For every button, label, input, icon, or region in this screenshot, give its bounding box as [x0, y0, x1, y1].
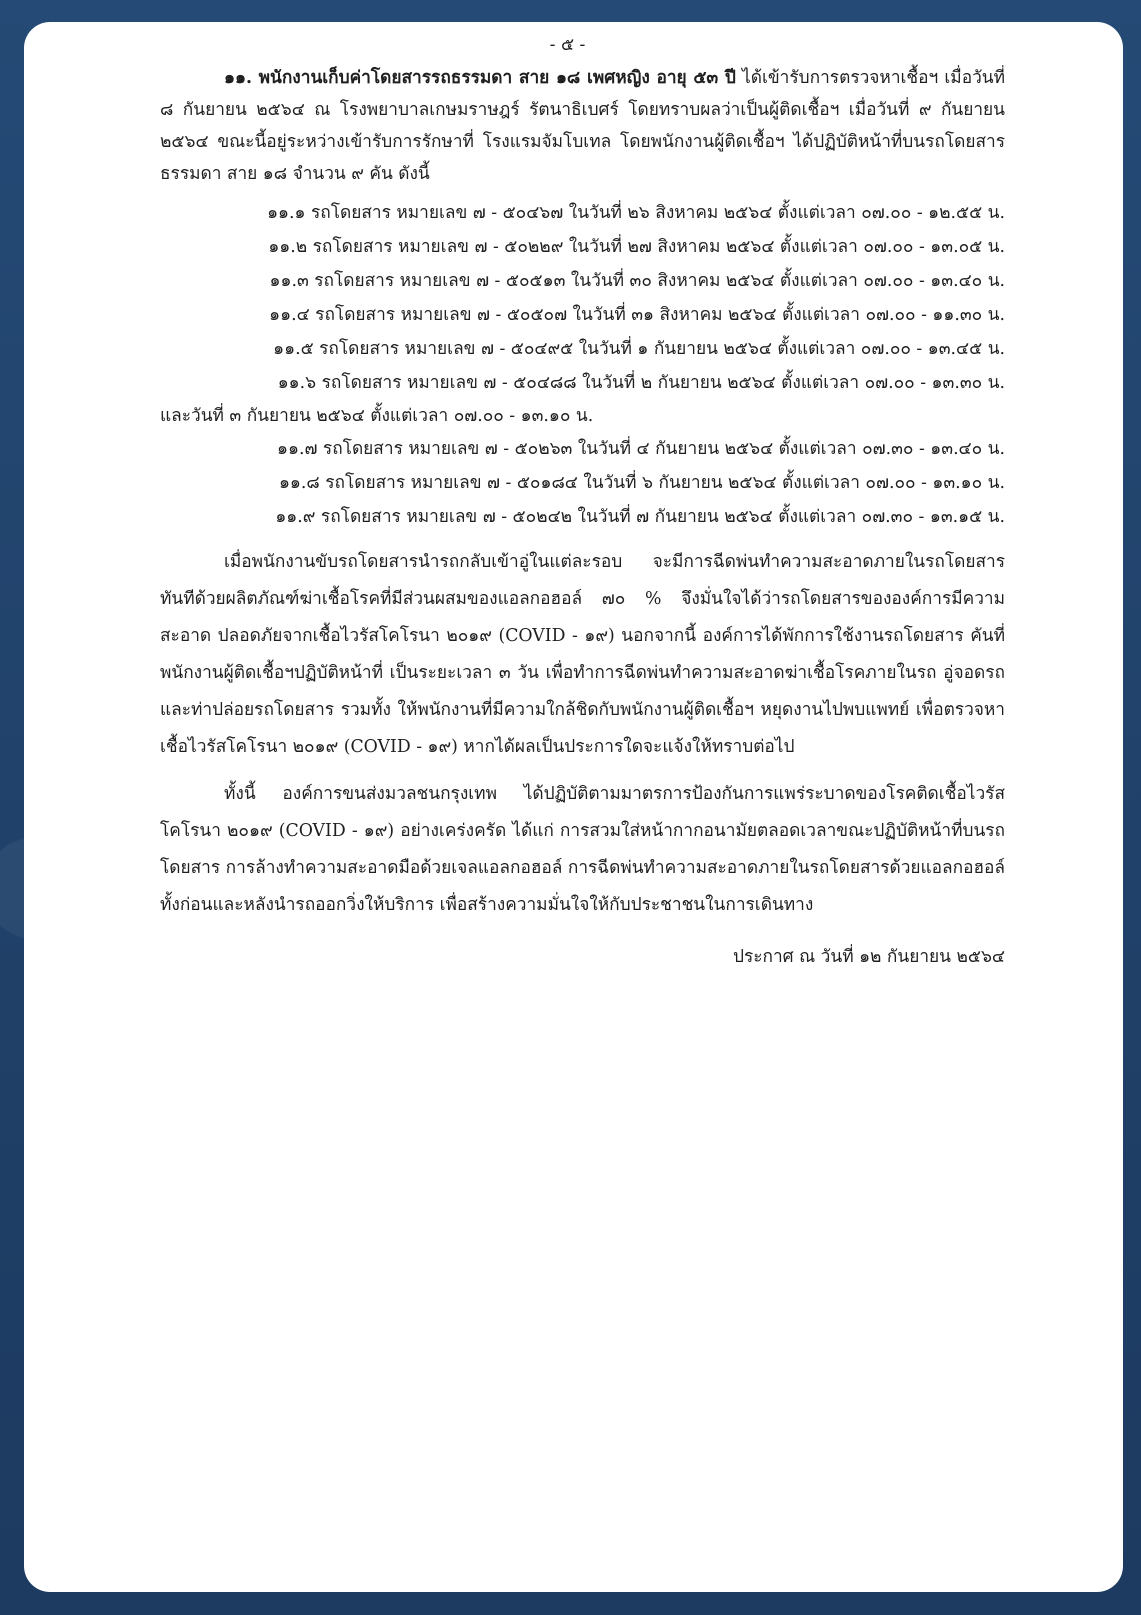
item-11-body: ได้เข้ารับการตรวจหาเชื้อฯ เมื่อวันที่ ๘ กันยายน ๒๕๖๔ ณ โรงพยาบาลเกษมราษฎร์ รัตนาธิเบศร์ โดยทราบผลว่าเป็นผู้ติดเชื้อฯ เมื่อวันที่ ๙ กันยายน ๒๕๖๔ ขณะนี้อยู่ระหว่างเข้ารับการรักษาที่ โรงแรมจัมโบเทล โดยพนักงานผู้ติดเชื้อฯ ได้ปฏิบัติหน้าที่บนรถโดยสารธรรมดา สาย ๑๘ จำนวน ๙ คัน ดังนี้ [160, 68, 1005, 184]
trip-item: ๑๑.๙ รถโดยสาร หมายเลข ๗ - ๕๐๒๔๒ ในวันที่ ๗ กันยายน ๒๕๖๔ ตั้งแต่เวลา ๐๗.๓๐ - ๑๓.๑๕ น. [275, 507, 1005, 527]
trip-list-a [160, 196, 1005, 400]
measures-paragraph: ทั้งนี้ องค์การขนส่งมวลชนกรุงเทพ ได้ปฏิบัติตามมาตรการป้องกันการแพร่ระบาดของโรคติดเชื้อไวรัสโคโรนา ๒๐๑๙ (COVID - ๑๙) อย่างเคร่งครัด ได้แก่ การสวมใส่หน้ากากอนามัยตลอดเวลาขณะปฏิบัติหน้าที่บนรถโดยสาร การล้างทำความสะอาดมือด้วยเจลแอลกอฮอล์ การฉีดพ่นทำความสะอาดภายในรถโดยสารด้วยแอลกอฮอล์ ทั้งก่อนและหลังนำรถออกวิ่งให้บริการ เพื่อสร้างความมั่นใจให้กับประชาชนในการเดินทาง [160, 784, 1005, 915]
page-number: - ๕ - [549, 35, 586, 55]
trip-item: ๑๑.๘ รถโดยสาร หมายเลข ๗ - ๕๐๑๘๔ ในวันที่ ๖ กันยายน ๒๕๖๔ ตั้งแต่เวลา ๐๗.๐๐ - ๑๓.๑๐ น. [278, 473, 1005, 493]
trip-item: ๑๑.๔ รถโดยสาร หมายเลข ๗ - ๕๐๕๐๗ ในวันที่ ๓๑ สิงหาคม ๒๕๖๔ ตั้งแต่เวลา ๐๗.๐๐ - ๑๑.๓๐ น. [269, 305, 1005, 325]
trip-item: ๑๑.๓ รถโดยสาร หมายเลข ๗ - ๕๐๕๑๓ ในวันที่ ๓๐ สิงหาคม ๒๕๖๔ ตั้งแต่เวลา ๐๗.๐๐ - ๑๓.๔๐ น. [269, 271, 1005, 291]
trip-list-b [160, 432, 1005, 534]
item-11-heading: ๑๑. พนักงานเก็บค่าโดยสารรถธรรมดา สาย ๑๘ เพศหญิง อายุ ๕๓ ปี [224, 68, 736, 88]
trip-item: ๑๑.๑ รถโดยสาร หมายเลข ๗ - ๕๐๔๖๗ ในวันที่ ๒๖ สิงหาคม ๒๕๖๔ ตั้งแต่เวลา ๐๗.๐๐ - ๑๒.๕๕ น. [267, 203, 1005, 223]
cleaning-paragraph: เมื่อพนักงานขับรถโดยสารนำรถกลับเข้าอู่ในแต่ละรอบ จะมีการฉีดพ่นทำความสะอาดภายในรถโดยสารทันทีด้วยผลิตภัณฑ์ฆ่าเชื้อโรคที่มีส่วนผสมของแอลกอฮอล์ ๗๐ % จึงมั่นใจได้ว่ารถโดยสารขององค์การมีความสะอาด ปลอดภัยจากเชื้อไวรัสโคโรนา ๒๐๑๙ (COVID - ๑๙) นอกจากนี้ องค์การได้พักการใช้งานรถโดยสาร คันที่พนักงานผู้ติดเชื้อฯปฏิบัติหน้าที่ เป็นระยะเวลา ๓ วัน เพื่อทำการฉีดพ่นทำความสะอาดฆ่าเชื้อโรคภายในรถ อู่จอดรถ และท่าปล่อยรถโดยสาร รวมทั้ง ให้พนักงานที่มีความใกล้ชิดกับพนักงานผู้ติดเชื้อฯ หยุดงานไปพบแพทย์ เพื่อตรวจหาเชื้อไวรัสโคโรนา ๒๐๑๙ (COVID - ๑๙) หากได้ผลเป็นประการใดจะแจ้งให้ทราบต่อไป [160, 552, 1005, 757]
trip-item: ๑๑.๖ รถโดยสาร หมายเลข ๗ - ๕๐๔๘๘ ในวันที่ ๒ กันยายน ๒๕๖๔ ตั้งแต่เวลา ๐๗.๐๐ - ๑๓.๓๐ น. [277, 373, 1005, 393]
trip-item: ๑๑.๕ รถโดยสาร หมายเลข ๗ - ๕๐๔๙๕ ในวันที่ ๑ กันยายน ๒๕๖๔ ตั้งแต่เวลา ๐๗.๐๐ - ๑๓.๔๕ น. [273, 339, 1005, 359]
announcement-date: ประกาศ ณ วันที่ ๑๒ กันยายน ๒๕๖๔ [732, 947, 1005, 967]
trip-continuation: และวันที่ ๓ กันยายน ๒๕๖๔ ตั้งแต่เวลา ๐๗.๐๐ - ๑๓.๑๐ น. [160, 406, 594, 426]
trip-item: ๑๑.๒ รถโดยสาร หมายเลข ๗ - ๕๐๒๒๙ ในวันที่ ๒๗ สิงหาคม ๒๕๖๔ ตั้งแต่เวลา ๐๗.๐๐ - ๑๓.๐๕ น. [268, 237, 1005, 257]
document-page [24, 22, 1123, 1592]
item-11-paragraph [160, 62, 1005, 190]
trip-item: ๑๑.๗ รถโดยสาร หมายเลข ๗ - ๕๐๒๖๓ ในวันที่ ๔ กันยายน ๒๕๖๔ ตั้งแต่เวลา ๐๗.๓๐ - ๑๓.๔๐ น. [277, 439, 1005, 459]
